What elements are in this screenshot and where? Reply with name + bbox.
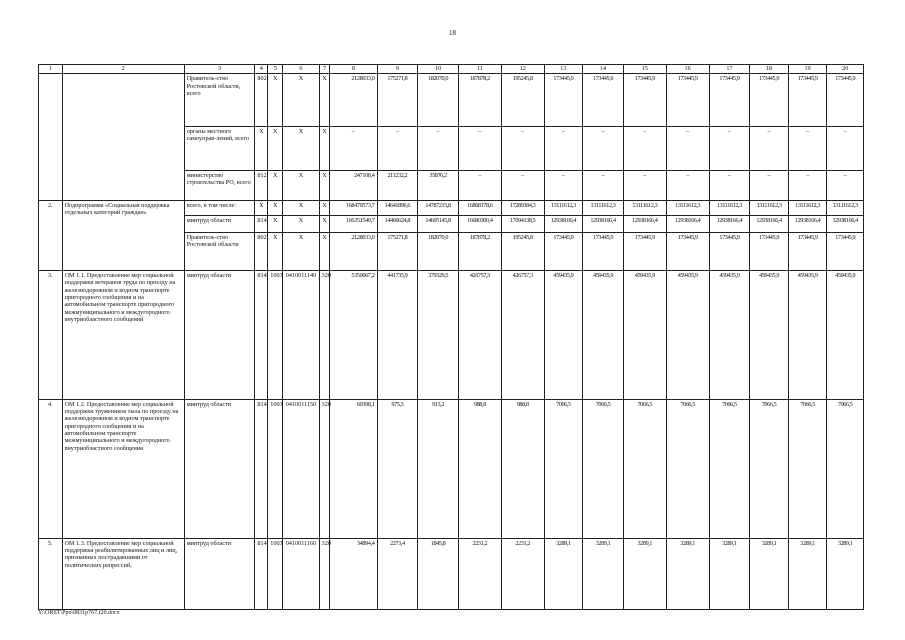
amount-cell: 173445,9 [709, 74, 750, 127]
table-row [39, 74, 864, 127]
amount-cell: 3289,1 [750, 538, 789, 609]
amount-cell: – [583, 171, 624, 201]
section-code-cell: Х [268, 232, 283, 270]
grbs-code-cell: 802 [255, 74, 268, 127]
amount-cell: 173445,9 [623, 232, 666, 270]
amount-cell: 2273,4 [377, 538, 418, 609]
amount-cell: – [623, 171, 666, 201]
section-code-cell: 1003 [268, 538, 283, 609]
section-code-cell: 1003 [268, 399, 283, 538]
amount-cell: 13111612,3 [750, 200, 789, 215]
section-code-cell: Х [268, 216, 283, 232]
amount-cell: – [788, 171, 827, 201]
header-cell: 15 [623, 65, 666, 74]
amount-cell: 7066,5 [750, 399, 789, 538]
amount-cell: 173445,9 [583, 232, 624, 270]
amount-cell: 13111612,3 [544, 200, 583, 215]
amount-cell: 182070,0 [418, 74, 459, 127]
amount-cell: 34894,4 [330, 538, 377, 609]
amount-cell: 14605145,8 [418, 216, 459, 232]
amount-cell: 173445,9 [709, 232, 750, 270]
amount-cell: – [458, 126, 501, 170]
amount-cell: 12938166,4 [583, 216, 624, 232]
header-cell: 9 [377, 65, 418, 74]
page-number: 18 [449, 29, 456, 37]
amount-cell: 14787215,8 [418, 200, 459, 215]
amount-cell: – [501, 171, 544, 201]
table-row [39, 399, 864, 538]
amount-cell: 7066,5 [788, 399, 827, 538]
row-name-cell: ОМ 1.1. Предоставление мер социальной поддержки ветеранов труда по проезду на железнодорожном и водном транспорте пригородного сообщения и на автомобильном транспорте пригородного межмуниципального и междугородного внутриобластного сообщений [62, 271, 184, 400]
header-cell: 7 [319, 65, 330, 74]
table-body [39, 65, 864, 610]
target-code-cell: Х [283, 216, 319, 232]
header-cell: 13 [544, 65, 583, 74]
executor-cell: минтруд области [184, 271, 255, 400]
target-code-cell: 0410011140 [283, 271, 319, 400]
amount-cell: 12938166,4 [544, 216, 583, 232]
target-code-cell: Х [283, 171, 319, 201]
amount-cell: – [377, 126, 418, 170]
amount-cell: 2231,2 [458, 538, 501, 609]
amount-cell: – [330, 126, 377, 170]
expense-type-cell: 320 [319, 538, 330, 609]
grbs-code-cell: 814 [255, 399, 268, 538]
amount-cell: – [583, 126, 624, 170]
amount-cell: 173445,9 [788, 74, 827, 127]
amount-cell: – [666, 126, 709, 170]
header-cell: 18 [750, 65, 789, 74]
amount-cell: 173445,9 [750, 74, 789, 127]
amount-cell: 13111612,3 [666, 200, 709, 215]
header-cell: 6 [283, 65, 319, 74]
amount-cell: – [827, 171, 864, 201]
amount-cell: 14466624,8 [377, 216, 418, 232]
amount-cell: 13111612,3 [827, 200, 864, 215]
amount-cell: 12938166,4 [827, 216, 864, 232]
amount-cell: 182070,0 [418, 232, 459, 270]
amount-cell: 173445,9 [827, 74, 864, 127]
amount-cell: 13111612,3 [709, 200, 750, 215]
amount-cell: – [501, 126, 544, 170]
row-number-cell [39, 74, 63, 201]
amount-cell: – [544, 126, 583, 170]
amount-cell: 3289,1 [583, 538, 624, 609]
amount-cell: 5350067,2 [330, 271, 377, 400]
target-code-cell: 0410011150 [283, 399, 319, 538]
amount-cell: 173445,9 [788, 232, 827, 270]
amount-cell: 3289,1 [788, 538, 827, 609]
amount-cell: 3289,1 [827, 538, 864, 609]
amount-cell: 168479573,7 [330, 200, 377, 215]
amount-cell: 459435,9 [788, 271, 827, 400]
amount-cell: 173445,9 [623, 74, 666, 127]
amount-cell: 2128033,0 [330, 232, 377, 270]
target-code-cell: Х [283, 74, 319, 127]
section-code-cell: Х [268, 74, 283, 127]
amount-cell: 7066,5 [827, 399, 864, 538]
grbs-code-cell: Х [255, 200, 268, 215]
amount-cell: 3289,1 [544, 538, 583, 609]
amount-cell: 3289,1 [623, 538, 666, 609]
amount-cell: 195245,8 [501, 232, 544, 270]
expense-type-cell: Х [319, 216, 330, 232]
header-cell: 5 [268, 65, 283, 74]
row-number-cell: 4. [39, 399, 63, 538]
amount-cell: – [750, 171, 789, 201]
amount-cell: 17094138,5 [501, 216, 544, 232]
amount-cell: 7066,5 [583, 399, 624, 538]
executor-cell: Правитель-ство Ростовской области [184, 232, 255, 270]
amount-cell: 459435,9 [623, 271, 666, 400]
target-code-cell: 0410011160 [283, 538, 319, 609]
amount-cell: – [623, 126, 666, 170]
row-number-cell: 3. [39, 271, 63, 400]
amount-cell: 12938166,4 [623, 216, 666, 232]
amount-cell: – [709, 126, 750, 170]
amount-cell: 60398,1 [330, 399, 377, 538]
table-row [39, 538, 864, 609]
expense-type-cell: 320 [319, 271, 330, 400]
header-cell: 3 [184, 65, 255, 74]
amount-cell: – [788, 126, 827, 170]
section-code-cell: Х [268, 200, 283, 215]
amount-cell: 13111612,3 [788, 200, 827, 215]
executor-cell: министерство строительства РО, всего [184, 171, 255, 201]
amount-cell: 12938166,4 [788, 216, 827, 232]
executor-cell: всего, в том числе: [184, 200, 255, 215]
row-number-cell: 2. [39, 200, 63, 270]
amount-cell: 211232,2 [377, 171, 418, 201]
amount-cell: 175271,8 [377, 232, 418, 270]
amount-cell: 187878,2 [458, 74, 501, 127]
amount-cell: 379329,5 [418, 271, 459, 400]
amount-cell: 1845,8 [418, 538, 459, 609]
header-cell: 11 [458, 65, 501, 74]
amount-cell: 16680300,4 [458, 216, 501, 232]
budget-table [38, 64, 864, 610]
section-code-cell: 1003 [268, 271, 283, 400]
amount-cell: 988,8 [501, 399, 544, 538]
amount-cell: 426757,3 [458, 271, 501, 400]
executor-cell: минтруд области [184, 216, 255, 232]
expense-type-cell: Х [319, 171, 330, 201]
amount-cell: 14641896,6 [377, 200, 418, 215]
amount-cell: – [418, 126, 459, 170]
amount-cell: 459435,9 [709, 271, 750, 400]
expense-type-cell: Х [319, 232, 330, 270]
amount-cell: 441735,9 [377, 271, 418, 400]
amount-cell: 12938166,4 [709, 216, 750, 232]
amount-cell: 13111612,3 [623, 200, 666, 215]
amount-cell: 988,8 [458, 399, 501, 538]
section-code-cell: Х [268, 126, 283, 170]
amount-cell: 187878,2 [458, 232, 501, 270]
row-name-cell: ОМ 1.2. Предоставление мер социальной поддержки тружеников тыла по проезду на железнодорожном и водном транспорте пригородного сообщения и на автомобильном транспорте межмуниципального и междугородного внутриобластного сообщения [62, 399, 184, 538]
amount-cell: – [827, 126, 864, 170]
grbs-code-cell: Х [255, 126, 268, 170]
expense-type-cell: Х [319, 126, 330, 170]
amount-cell: – [709, 171, 750, 201]
amount-cell: 173445,9 [827, 232, 864, 270]
header-cell: 14 [583, 65, 624, 74]
amount-cell: 2231,2 [501, 538, 544, 609]
amount-cell: 459435,9 [827, 271, 864, 400]
target-code-cell: Х [283, 126, 319, 170]
row-name-cell [62, 74, 184, 201]
executor-cell: минтруд области [184, 538, 255, 609]
amount-cell: 7066,5 [709, 399, 750, 538]
expense-type-cell: 320 [319, 399, 330, 538]
amount-cell: – [458, 171, 501, 201]
executor-cell: минтруд области [184, 399, 255, 538]
expense-type-cell: Х [319, 200, 330, 215]
executor-cell: органы местного самоуправ-лений, всего [184, 126, 255, 170]
amount-cell: 173445,9 [750, 232, 789, 270]
amount-cell: 35876,2 [418, 171, 459, 201]
grbs-code-cell: 814 [255, 271, 268, 400]
header-cell: 8 [330, 65, 377, 74]
amount-cell: – [750, 126, 789, 170]
grbs-code-cell: 814 [255, 216, 268, 232]
grbs-code-cell: 814 [255, 538, 268, 609]
amount-cell: 459435,9 [544, 271, 583, 400]
amount-cell: 12938166,4 [666, 216, 709, 232]
header-row [39, 65, 864, 74]
amount-cell: 173445,9 [583, 74, 624, 127]
amount-cell: 16868178,6 [458, 200, 501, 215]
row-name-cell: Подпрограмма «Социальная поддержка отдельных категорий граждан» [62, 200, 184, 270]
target-code-cell: Х [283, 200, 319, 215]
amount-cell: 12938166,4 [750, 216, 789, 232]
amount-cell: 173445,9 [666, 232, 709, 270]
amount-cell: 247108,4 [330, 171, 377, 201]
amount-cell: 459435,9 [750, 271, 789, 400]
amount-cell: – [666, 171, 709, 201]
header-cell: 16 [666, 65, 709, 74]
header-cell: 2 [62, 65, 184, 74]
amount-cell: 3289,1 [709, 538, 750, 609]
amount-cell: 173445,9 [666, 74, 709, 127]
section-code-cell: Х [268, 171, 283, 201]
amount-cell: 7066,5 [623, 399, 666, 538]
amount-cell: 7066,5 [544, 399, 583, 538]
amount-cell: 173445,9 [544, 74, 583, 127]
grbs-code-cell: 812 [255, 171, 268, 201]
header-cell: 20 [827, 65, 864, 74]
table-row [39, 200, 864, 215]
header-cell: 17 [709, 65, 750, 74]
amount-cell: 426757,3 [501, 271, 544, 400]
amount-cell: 975,3 [377, 399, 418, 538]
amount-cell: 17289384,3 [501, 200, 544, 215]
header-cell: 12 [501, 65, 544, 74]
row-number-cell: 5. [39, 538, 63, 609]
header-cell: 1 [39, 65, 63, 74]
amount-cell: 195245,8 [501, 74, 544, 127]
amount-cell: 7066,5 [666, 399, 709, 538]
header-cell: 19 [788, 65, 827, 74]
row-name-cell: ОМ 1.3. Предоставление мер социальной поддержки реабилитированных лиц и лиц, признанных пострадавшими от политических репрессий, [62, 538, 184, 609]
footer-path: Y:\ORST\Ppo\0831p767.f20.docx [38, 610, 120, 616]
grbs-code-cell: 802 [255, 232, 268, 270]
amount-cell: 2128033,0 [330, 74, 377, 127]
target-code-cell: Х [283, 232, 319, 270]
amount-cell: 3289,1 [666, 538, 709, 609]
amount-cell: 913,2 [418, 399, 459, 538]
amount-cell: 13111612,3 [583, 200, 624, 215]
amount-cell: 459435,9 [666, 271, 709, 400]
expense-type-cell: Х [319, 74, 330, 127]
executor-cell: Правитель-ство Ростовской области, всего [184, 74, 255, 127]
amount-cell: 459435,9 [583, 271, 624, 400]
table-row [39, 271, 864, 400]
amount-cell: – [544, 171, 583, 201]
amount-cell: 173445,9 [544, 232, 583, 270]
amount-cell: 175271,8 [377, 74, 418, 127]
header-cell: 4 [255, 65, 268, 74]
header-cell: 10 [418, 65, 459, 74]
amount-cell: 166351540,7 [330, 216, 377, 232]
